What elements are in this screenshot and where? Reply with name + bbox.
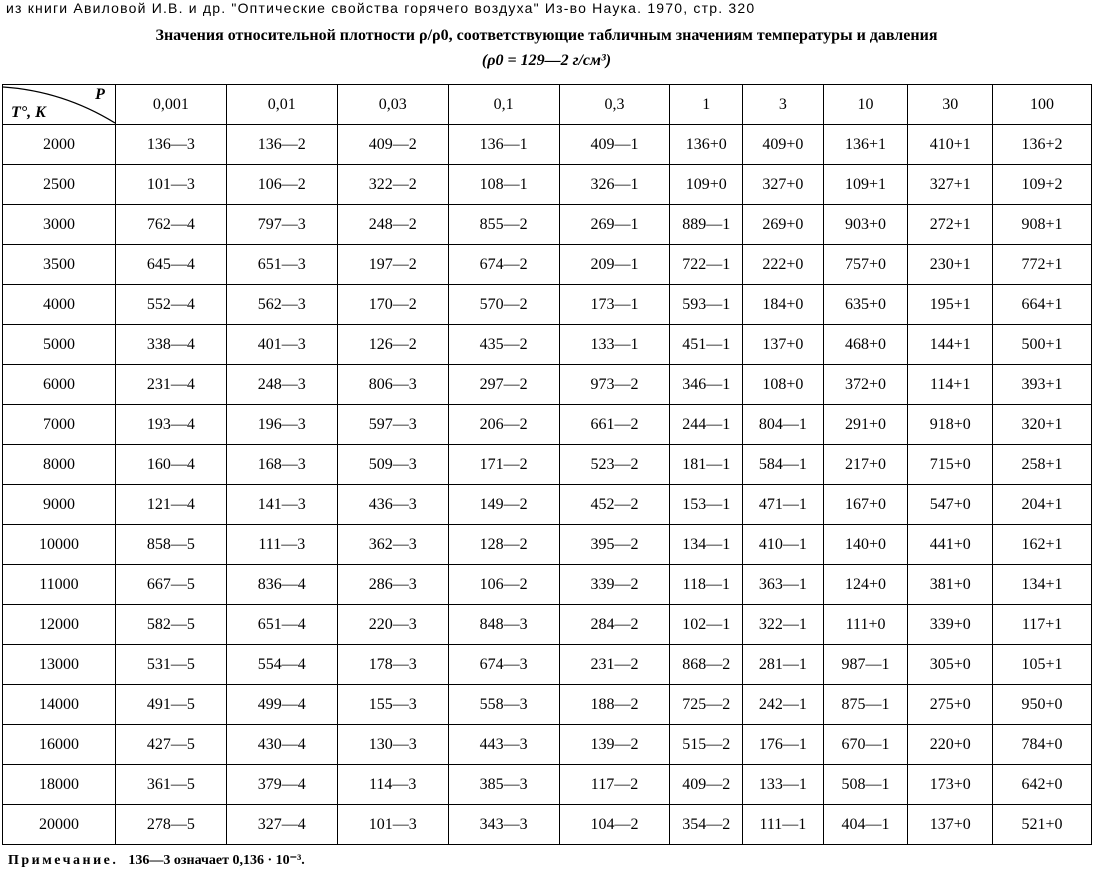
density-cell: 305+0 — [908, 645, 993, 685]
density-cell: 108+0 — [743, 365, 824, 405]
density-cell: 645—4 — [115, 245, 226, 285]
temperature-cell: 12000 — [3, 605, 116, 645]
density-cell: 772+1 — [993, 245, 1092, 285]
density-cell: 547+0 — [908, 485, 993, 525]
density-cell: 362—3 — [337, 525, 448, 565]
temperature-cell: 18000 — [3, 765, 116, 805]
density-cell: 385—3 — [448, 765, 559, 805]
density-cell: 468+0 — [823, 325, 908, 365]
density-cell: 167+0 — [823, 485, 908, 525]
temperature-cell: 2500 — [3, 165, 116, 205]
density-cell: 500+1 — [993, 325, 1092, 365]
table-body — [3, 125, 1092, 845]
density-cell: 136+2 — [993, 125, 1092, 165]
density-cell: 134—1 — [670, 525, 743, 565]
density-cell: 343—3 — [448, 805, 559, 845]
corner-cell — [3, 85, 116, 125]
density-cell: 664+1 — [993, 285, 1092, 325]
density-cell: 204+1 — [993, 485, 1092, 525]
density-cell: 597—3 — [337, 405, 448, 445]
density-cell: 281—1 — [743, 645, 824, 685]
density-cell: 722—1 — [670, 245, 743, 285]
pressure-header: 100 — [993, 85, 1092, 125]
temperature-axis-label: T°, K — [11, 104, 46, 121]
footnote-label: Примечание. — [8, 853, 119, 868]
density-cell: 593—1 — [670, 285, 743, 325]
density-cell: 584—1 — [743, 445, 824, 485]
density-cell: 651—3 — [226, 245, 337, 285]
density-cell: 155—3 — [337, 685, 448, 725]
density-cell: 521+0 — [993, 805, 1092, 845]
table-row — [3, 365, 1092, 405]
table-row — [3, 325, 1092, 365]
temperature-cell: 14000 — [3, 685, 116, 725]
density-cell: 195+1 — [908, 285, 993, 325]
density-cell: 499—4 — [226, 685, 337, 725]
density-cell: 410+1 — [908, 125, 993, 165]
table-row — [3, 405, 1092, 445]
table-row — [3, 685, 1092, 725]
density-cell: 762—4 — [115, 205, 226, 245]
density-cell: 162+1 — [993, 525, 1092, 565]
pressure-header: 3 — [743, 85, 824, 125]
density-cell: 674—3 — [448, 645, 559, 685]
density-cell: 667—5 — [115, 565, 226, 605]
pressure-axis-label: P — [95, 86, 105, 103]
density-cell: 322—1 — [743, 605, 824, 645]
density-cell: 144+1 — [908, 325, 993, 365]
temperature-cell: 20000 — [3, 805, 116, 845]
density-cell: 111—1 — [743, 805, 824, 845]
density-cell: 443—3 — [448, 725, 559, 765]
density-cell: 114—3 — [337, 765, 448, 805]
density-cell: 441+0 — [908, 525, 993, 565]
density-cell: 231—4 — [115, 365, 226, 405]
density-cell: 160—4 — [115, 445, 226, 485]
table-row — [3, 605, 1092, 645]
density-cell: 139—2 — [559, 725, 670, 765]
density-cell: 109+0 — [670, 165, 743, 205]
density-cell: 855—2 — [448, 205, 559, 245]
density-cell: 106—2 — [448, 565, 559, 605]
density-cell: 105+1 — [993, 645, 1092, 685]
density-cell: 326—1 — [559, 165, 670, 205]
table-row — [3, 445, 1092, 485]
density-cell: 114+1 — [908, 365, 993, 405]
density-cell: 436—3 — [337, 485, 448, 525]
table-row — [3, 285, 1092, 325]
footnote-text: 136—3 означает 0,136 · 10⁻³. — [128, 853, 305, 868]
density-cell: 903+0 — [823, 205, 908, 245]
density-cell: 136—3 — [115, 125, 226, 165]
density-cell: 101—3 — [115, 165, 226, 205]
pressure-header: 1 — [670, 85, 743, 125]
table-row — [3, 125, 1092, 165]
table-row — [3, 645, 1092, 685]
density-cell: 806—3 — [337, 365, 448, 405]
temperature-cell: 3000 — [3, 205, 116, 245]
table-row — [3, 525, 1092, 565]
density-cell: 222+0 — [743, 245, 824, 285]
density-cell: 217+0 — [823, 445, 908, 485]
table-row — [3, 725, 1092, 765]
density-cell: 291+0 — [823, 405, 908, 445]
density-cell: 170—2 — [337, 285, 448, 325]
density-cell: 836—4 — [226, 565, 337, 605]
temperature-cell: 8000 — [3, 445, 116, 485]
temperature-cell: 13000 — [3, 645, 116, 685]
density-cell: 106—2 — [226, 165, 337, 205]
table-row — [3, 765, 1092, 805]
density-cell: 206—2 — [448, 405, 559, 445]
pressure-header: 0,01 — [226, 85, 337, 125]
density-cell: 269—1 — [559, 205, 670, 245]
pressure-header: 0,001 — [115, 85, 226, 125]
density-cell: 784+0 — [993, 725, 1092, 765]
density-cell: 973—2 — [559, 365, 670, 405]
density-cell: 117+1 — [993, 605, 1092, 645]
density-cell: 554—4 — [226, 645, 337, 685]
density-cell: 354—2 — [670, 805, 743, 845]
density-cell: 134+1 — [993, 565, 1092, 605]
density-cell: 109+1 — [823, 165, 908, 205]
density-cell: 327+1 — [908, 165, 993, 205]
density-cell: 393+1 — [993, 365, 1092, 405]
density-cell: 642+0 — [993, 765, 1092, 805]
pressure-header: 0,3 — [559, 85, 670, 125]
density-cell: 231—2 — [559, 645, 670, 685]
density-cell: 409—2 — [337, 125, 448, 165]
density-cell: 168—3 — [226, 445, 337, 485]
density-cell: 141—3 — [226, 485, 337, 525]
density-cell: 804—1 — [743, 405, 824, 445]
density-cell: 363—1 — [743, 565, 824, 605]
density-cell: 320+1 — [993, 405, 1092, 445]
density-cell: 178—3 — [337, 645, 448, 685]
density-cell: 651—4 — [226, 605, 337, 645]
density-cell: 509—3 — [337, 445, 448, 485]
density-cell: 674—2 — [448, 245, 559, 285]
table-row — [3, 205, 1092, 245]
density-cell: 220—3 — [337, 605, 448, 645]
density-cell: 248—3 — [226, 365, 337, 405]
density-cell: 531—5 — [115, 645, 226, 685]
density-cell: 757+0 — [823, 245, 908, 285]
density-cell: 269+0 — [743, 205, 824, 245]
table-row — [3, 165, 1092, 205]
density-cell: 715+0 — [908, 445, 993, 485]
density-cell: 889—1 — [670, 205, 743, 245]
density-cell: 858—5 — [115, 525, 226, 565]
density-cell: 339+0 — [908, 605, 993, 645]
density-cell: 508—1 — [823, 765, 908, 805]
density-cell: 868—2 — [670, 645, 743, 685]
density-cell: 133—1 — [743, 765, 824, 805]
density-cell: 410—1 — [743, 525, 824, 565]
density-cell: 395—2 — [559, 525, 670, 565]
density-cell: 278—5 — [115, 805, 226, 845]
density-cell: 451—1 — [670, 325, 743, 365]
density-cell: 136—2 — [226, 125, 337, 165]
table-row — [3, 485, 1092, 525]
pressure-header: 10 — [823, 85, 908, 125]
density-cell: 181—1 — [670, 445, 743, 485]
density-cell: 552—4 — [115, 285, 226, 325]
density-cell: 471—1 — [743, 485, 824, 525]
density-cell: 171—2 — [448, 445, 559, 485]
density-cell: 109+2 — [993, 165, 1092, 205]
density-cell: 848—3 — [448, 605, 559, 645]
density-cell: 136+1 — [823, 125, 908, 165]
density-cell: 635+0 — [823, 285, 908, 325]
density-cell: 401—3 — [226, 325, 337, 365]
density-cell: 797—3 — [226, 205, 337, 245]
density-cell: 101—3 — [337, 805, 448, 845]
density-cell: 322—2 — [337, 165, 448, 205]
density-cell: 197—2 — [337, 245, 448, 285]
density-cell: 670—1 — [823, 725, 908, 765]
temperature-cell: 10000 — [3, 525, 116, 565]
density-cell: 108—1 — [448, 165, 559, 205]
source-citation: из книги Авиловой И.В. и др. "Оптические свойства горячего воздуха" Из-во Наука. 1970, стр. 320 — [6, 0, 756, 16]
pressure-header: 30 — [908, 85, 993, 125]
density-cell: 140+0 — [823, 525, 908, 565]
density-cell: 117—2 — [559, 765, 670, 805]
density-table — [2, 84, 1092, 845]
density-cell: 381+0 — [908, 565, 993, 605]
density-cell: 133—1 — [559, 325, 670, 365]
density-cell: 284—2 — [559, 605, 670, 645]
density-cell: 339—2 — [559, 565, 670, 605]
temperature-cell: 16000 — [3, 725, 116, 765]
table-row — [3, 565, 1092, 605]
density-cell: 570—2 — [448, 285, 559, 325]
density-cell: 242—1 — [743, 685, 824, 725]
density-cell: 409—1 — [559, 125, 670, 165]
density-cell: 661—2 — [559, 405, 670, 445]
density-cell: 875—1 — [823, 685, 908, 725]
density-cell: 176—1 — [743, 725, 824, 765]
density-cell: 248—2 — [337, 205, 448, 245]
density-cell: 102—1 — [670, 605, 743, 645]
density-cell: 188—2 — [559, 685, 670, 725]
density-cell: 258+1 — [993, 445, 1092, 485]
density-cell: 121—4 — [115, 485, 226, 525]
density-cell: 209—1 — [559, 245, 670, 285]
density-cell: 111+0 — [823, 605, 908, 645]
density-cell: 286—3 — [337, 565, 448, 605]
density-cell: 128—2 — [448, 525, 559, 565]
density-cell: 184+0 — [743, 285, 824, 325]
density-cell: 918+0 — [908, 405, 993, 445]
density-cell: 404—1 — [823, 805, 908, 845]
density-cell: 272+1 — [908, 205, 993, 245]
density-cell: 275+0 — [908, 685, 993, 725]
table-subtitle: (ρ0 = 129—2 г/см³) — [481, 52, 612, 69]
temperature-cell: 2000 — [3, 125, 116, 165]
density-cell: 987—1 — [823, 645, 908, 685]
density-cell: 130—3 — [337, 725, 448, 765]
temperature-cell: 4000 — [3, 285, 116, 325]
density-cell: 435—2 — [448, 325, 559, 365]
density-cell: 338—4 — [115, 325, 226, 365]
density-cell: 427—5 — [115, 725, 226, 765]
density-cell: 244—1 — [670, 405, 743, 445]
density-cell: 346—1 — [670, 365, 743, 405]
density-cell: 173+0 — [908, 765, 993, 805]
temperature-cell: 9000 — [3, 485, 116, 525]
temperature-cell: 5000 — [3, 325, 116, 365]
density-cell: 153—1 — [670, 485, 743, 525]
density-cell: 118—1 — [670, 565, 743, 605]
density-cell: 491—5 — [115, 685, 226, 725]
table-row — [3, 805, 1092, 845]
pressure-header: 0,03 — [337, 85, 448, 125]
density-cell: 230+1 — [908, 245, 993, 285]
density-cell: 136—1 — [448, 125, 559, 165]
density-cell: 193—4 — [115, 405, 226, 445]
temperature-cell: 6000 — [3, 365, 116, 405]
density-cell: 430—4 — [226, 725, 337, 765]
density-cell: 220+0 — [908, 725, 993, 765]
density-cell: 136+0 — [670, 125, 743, 165]
pressure-header: 0,1 — [448, 85, 559, 125]
density-cell: 111—3 — [226, 525, 337, 565]
density-cell: 104—2 — [559, 805, 670, 845]
density-cell: 950+0 — [993, 685, 1092, 725]
density-cell: 327+0 — [743, 165, 824, 205]
density-cell: 409—2 — [670, 765, 743, 805]
header-row — [3, 85, 1092, 125]
density-cell: 327—4 — [226, 805, 337, 845]
density-cell: 452—2 — [559, 485, 670, 525]
density-cell: 196—3 — [226, 405, 337, 445]
temperature-cell: 3500 — [3, 245, 116, 285]
density-cell: 173—1 — [559, 285, 670, 325]
temperature-cell: 7000 — [3, 405, 116, 445]
density-cell: 297—2 — [448, 365, 559, 405]
density-cell: 523—2 — [559, 445, 670, 485]
density-cell: 361—5 — [115, 765, 226, 805]
density-cell: 137+0 — [908, 805, 993, 845]
density-cell: 137+0 — [743, 325, 824, 365]
footnote — [8, 852, 305, 869]
density-cell: 908+1 — [993, 205, 1092, 245]
density-cell: 582—5 — [115, 605, 226, 645]
density-cell: 379—4 — [226, 765, 337, 805]
density-cell: 126—2 — [337, 325, 448, 365]
density-cell: 558—3 — [448, 685, 559, 725]
table-title: Значения относительной плотности ρ/ρ0, соответствующие табличным значениям температуры и давления — [155, 27, 938, 44]
table-row — [3, 245, 1092, 285]
density-cell: 725—2 — [670, 685, 743, 725]
density-cell: 372+0 — [823, 365, 908, 405]
density-cell: 409+0 — [743, 125, 824, 165]
density-cell: 515—2 — [670, 725, 743, 765]
temperature-cell: 11000 — [3, 565, 116, 605]
density-cell: 562—3 — [226, 285, 337, 325]
density-cell: 124+0 — [823, 565, 908, 605]
density-cell: 149—2 — [448, 485, 559, 525]
